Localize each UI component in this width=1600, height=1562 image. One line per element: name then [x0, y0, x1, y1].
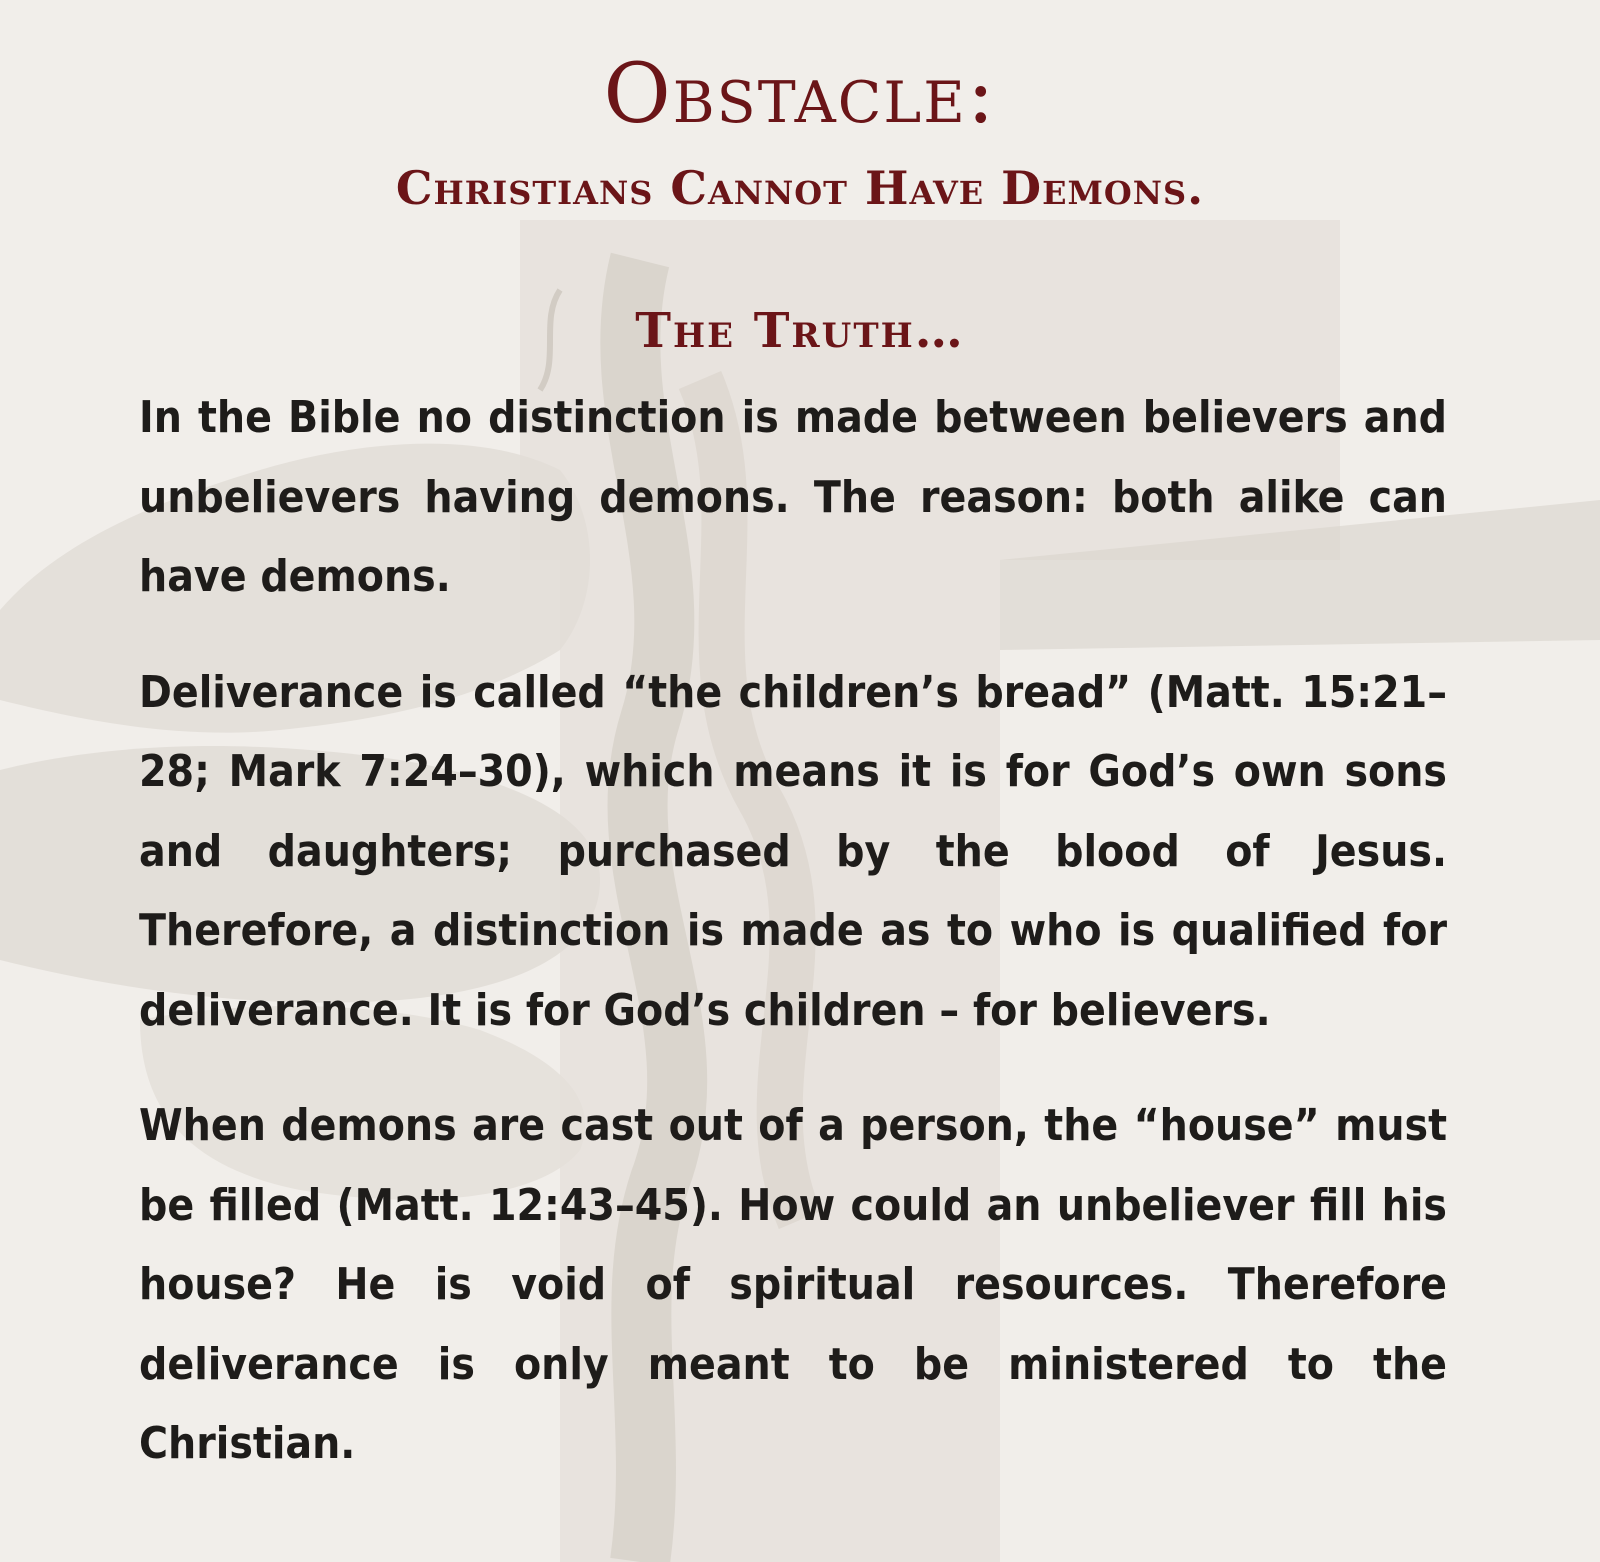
- paragraph-1: In the Bible no distinction is made between believers and unbelievers having demons. The reason: both alike can have demons.: [139, 392, 1447, 602]
- body-text: [139, 378, 1447, 1520]
- page-subtitle: Christians Cannot Have Demons.: [395, 161, 1205, 215]
- section-heading: The Truth…: [635, 303, 965, 359]
- page-title: Obstacle:: [603, 47, 997, 142]
- paragraph-2: Deliverance is called “the children’s bread” (Matt. 15:21–28; Mark 7:24–30), which means it is for God’s own sons and daughters; purchased by the blood of Jesus. Therefore, a distinction is made as to who is qualified for deliverance. It is for God’s children – for believers.: [139, 666, 1447, 1036]
- paragraph-3: When demons are cast out of a person, the “house” must be filled (Matt. 12:43–45). How could an unbeliever fill his house? He is void of spiritual resources. Therefore deliverance is only meant to be ministered to the Christian.: [139, 1100, 1447, 1469]
